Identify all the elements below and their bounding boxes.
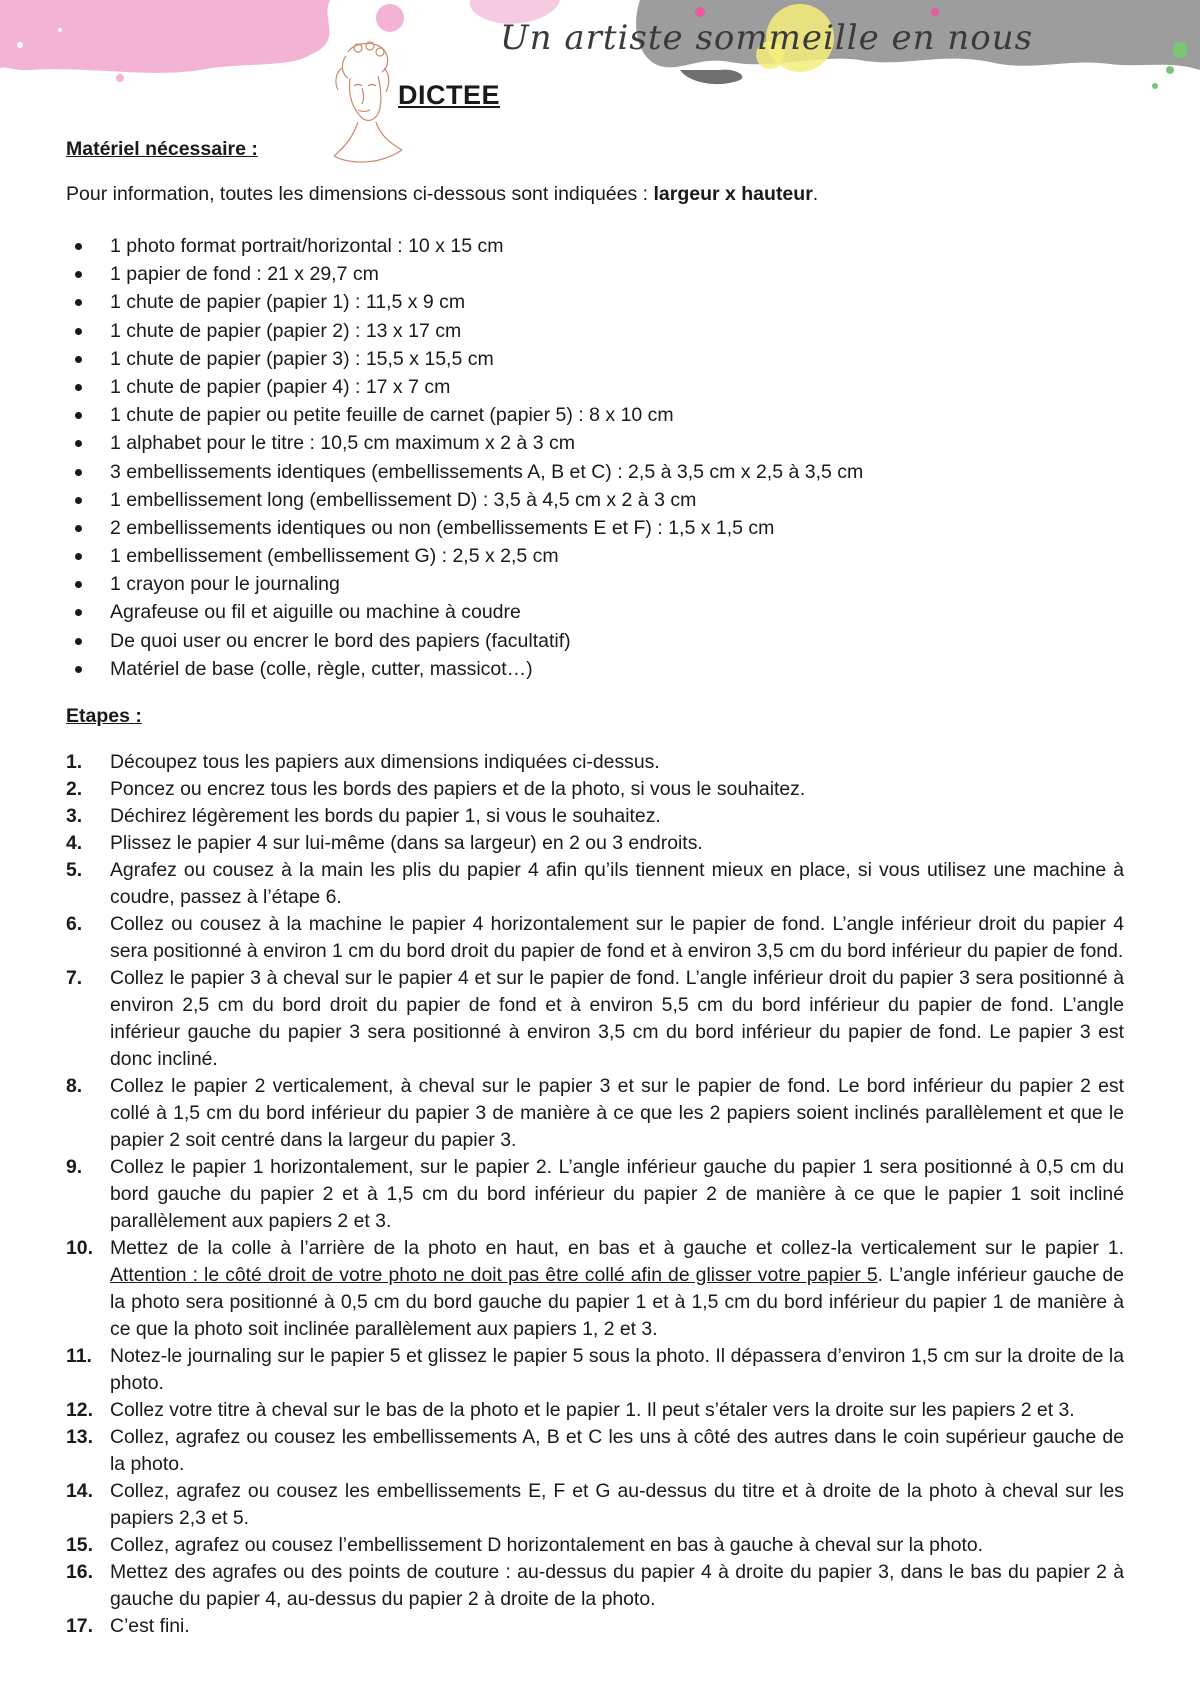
list-item: 1 chute de papier (papier 1) : 11,5 x 9 cm — [66, 288, 1126, 316]
step-item — [66, 803, 1124, 830]
step-text: Mettez des agrafes ou des points de couture : au-dessus du papier 4 à droite du papier 3, dans le bas du papier 2 à gauche du papier 4, au-dessus du papier 2 à droite de la photo. — [110, 1561, 1124, 1610]
list-item: 1 embellissement long (embellissement D) : 3,5 à 4,5 cm x 2 à 3 cm — [66, 486, 1126, 514]
step-text: Collez, agrafez ou cousez les embellissements E, F et G au-dessus du titre et à droite de la photo à cheval sur les papiers 2,3 et 5. — [110, 1480, 1124, 1529]
step-item — [66, 830, 1124, 857]
steps-heading: Etapes : — [66, 705, 142, 727]
step-number: 16. — [66, 1561, 93, 1583]
list-item: 1 photo format portrait/horizontal : 10 x 15 cm — [66, 232, 1126, 260]
list-item: 3 embellissements identiques (embellissements A, B et C) : 2,5 à 3,5 cm x 2,5 à 3,5 cm — [66, 458, 1126, 486]
step-text: Poncez ou encrez tous les bords des papiers et de la photo, si vous le souhaitez. — [110, 778, 806, 800]
step-item — [66, 1073, 1124, 1154]
list-item: 2 embellissements identiques ou non (embellissements E et F) : 1,5 x 1,5 cm — [66, 514, 1126, 542]
step-text: Collez le papier 2 verticalement, à cheval sur le papier 3 et sur le papier de fond. Le bord inférieur du papier 2 est collé à 1,5 cm du bord inférieur du papier 3 de manière à ce que les 2 papiers soient inclinés parallèlement et que le papier 2 soit centré dans la largeur du papier 3. — [110, 1075, 1124, 1151]
list-item: 1 alphabet pour le titre : 10,5 cm maximum x 2 à 3 cm — [66, 429, 1126, 457]
step-number: 5. — [66, 859, 83, 881]
step-text: Notez-le journaling sur le papier 5 et glissez le papier 5 sous la photo. Il dépassera d’environ 1,5 cm sur la droite de la photo. — [110, 1345, 1124, 1394]
step-item — [66, 1478, 1124, 1532]
steps-list — [66, 749, 1124, 1640]
step-text: Collez le papier 3 à cheval sur le papier 4 et sur le papier de fond. L’angle inférieur droit du papier 3 sera positionné à environ 2,5 cm du bord droit du papier de fond et à environ 5,5 cm du bord inférieur du papier de fond. L’angle inférieur gauche du papier 3 sera positionné à environ 3,5 cm du bord inférieur du papier de fond. Le papier 3 est donc incliné. — [110, 967, 1124, 1070]
step-text: Collez votre titre à cheval sur le bas de la photo et le papier 1. Il peut s’étaler vers la droite sur les papiers 2 et 3. — [110, 1399, 1075, 1421]
intro-bold: largeur x hauteur — [653, 183, 813, 205]
list-item: 1 crayon pour le journaling — [66, 570, 1126, 598]
bust-sketch-illustration — [318, 38, 406, 170]
step-number: 13. — [66, 1426, 93, 1448]
materials-intro — [66, 183, 818, 206]
step-item — [66, 1559, 1124, 1613]
step-text: Collez, agrafez ou cousez l’embellissement D horizontalement en bas à gauche à cheval sur la photo. — [110, 1534, 984, 1556]
materials-heading: Matériel nécessaire : — [66, 138, 258, 160]
intro-end: . — [812, 183, 819, 205]
step-number: 12. — [66, 1399, 93, 1421]
step-text: Plissez le papier 4 sur lui-même (dans sa largeur) en 2 ou 3 endroits. — [110, 832, 703, 854]
step-number: 14. — [66, 1480, 93, 1502]
document-title: DICTEE — [398, 80, 501, 110]
step-item — [66, 1343, 1124, 1397]
list-item: De quoi user ou encrer le bord des papiers (facultatif) — [66, 627, 1126, 655]
list-item: 1 chute de papier (papier 4) : 17 x 7 cm — [66, 373, 1126, 401]
step-number: 9. — [66, 1156, 83, 1178]
step-text: C’est fini. — [110, 1615, 190, 1637]
step-text: Déchirez légèrement les bords du papier 1, si vous le souhaitez. — [110, 805, 661, 827]
step-item — [66, 965, 1124, 1073]
list-item: Agrafeuse ou fil et aiguille ou machine à coudre — [66, 598, 1126, 626]
materials-list — [66, 232, 1126, 683]
step-number: 8. — [66, 1075, 83, 1097]
step-number: 15. — [66, 1534, 93, 1556]
intro-text: Pour information, toutes les dimensions ci-dessous sont indiquées : — [66, 183, 654, 205]
step-item — [66, 911, 1124, 965]
step-text: . L’angle inférieur gauche de la photo sera positionné à 0,5 cm du bord gauche du papier 1 et à 1,5 cm du bord inférieur du papier 1 de manière à ce que la photo soit inclinée parallèlement aux papiers 1, 2 et 3. — [110, 1264, 1124, 1340]
step-item — [66, 857, 1124, 911]
step-item — [66, 1397, 1124, 1424]
list-item: 1 chute de papier (papier 3) : 15,5 x 15,5 cm — [66, 345, 1126, 373]
step-number: 3. — [66, 805, 83, 827]
step-number: 17. — [66, 1615, 93, 1637]
step-item — [66, 1613, 1124, 1640]
step-item — [66, 776, 1124, 803]
step-item — [66, 749, 1124, 776]
step-item — [66, 1532, 1124, 1559]
step-number: 10. — [66, 1237, 93, 1259]
list-item: 1 chute de papier ou petite feuille de carnet (papier 5) : 8 x 10 cm — [66, 401, 1126, 429]
step-text: Collez, agrafez ou cousez les embellissements A, B et C les uns à côté des autres dans le coin supérieur gauche de la photo. — [110, 1426, 1124, 1475]
step-number: 11. — [66, 1345, 92, 1367]
step-number: 2. — [66, 778, 83, 800]
step-number: 4. — [66, 832, 83, 854]
step-item — [66, 1154, 1124, 1235]
list-item: Matériel de base (colle, règle, cutter, massicot…) — [66, 655, 1126, 683]
list-item: 1 embellissement (embellissement G) : 2,5 x 2,5 cm — [66, 542, 1126, 570]
list-item: 1 chute de papier (papier 2) : 13 x 17 cm — [66, 317, 1126, 345]
brand-wordmark: Un artiste sommeille en nous — [500, 18, 1034, 58]
step-item — [66, 1424, 1124, 1478]
step-text: Agrafez ou cousez à la main les plis du papier 4 afin qu’ils tiennent mieux en place, si vous utilisez une machine à coudre, passez à l’étape 6. — [110, 859, 1124, 908]
step-text: Découpez tous les papiers aux dimensions indiquées ci-dessus. — [110, 751, 660, 773]
list-item: 1 papier de fond : 21 x 29,7 cm — [66, 260, 1126, 288]
step-text: Collez le papier 1 horizontalement, sur le papier 2. L’angle inférieur gauche du papier 1 sera positionné à 0,5 cm du bord gauche du papier 2 et à 1,5 cm du bord inférieur du papier 2 de manière à ce que le papier 1 soit incliné parallèlement aux papiers 2 et 3. — [110, 1156, 1124, 1232]
step-number: 7. — [66, 967, 83, 989]
step-text: Mettez de la colle à l’arrière de la photo en haut, en bas et à gauche et collez-la verticalement sur le papier 1. — [110, 1237, 1124, 1259]
step-item — [66, 1235, 1124, 1343]
step-number: 6. — [66, 913, 83, 935]
attention-note: Attention : le côté droit de votre photo ne doit pas être collé afin de glisser votre papier 5 — [110, 1264, 878, 1286]
step-text: Collez ou cousez à la machine le papier 4 horizontalement sur le papier de fond. L’angle inférieur droit du papier 4 sera positionné à environ 1 cm du bord droit du papier de fond et à environ 3,5 cm du bord inférieur du papier de fond. — [110, 913, 1124, 962]
step-number: 1. — [66, 751, 83, 773]
